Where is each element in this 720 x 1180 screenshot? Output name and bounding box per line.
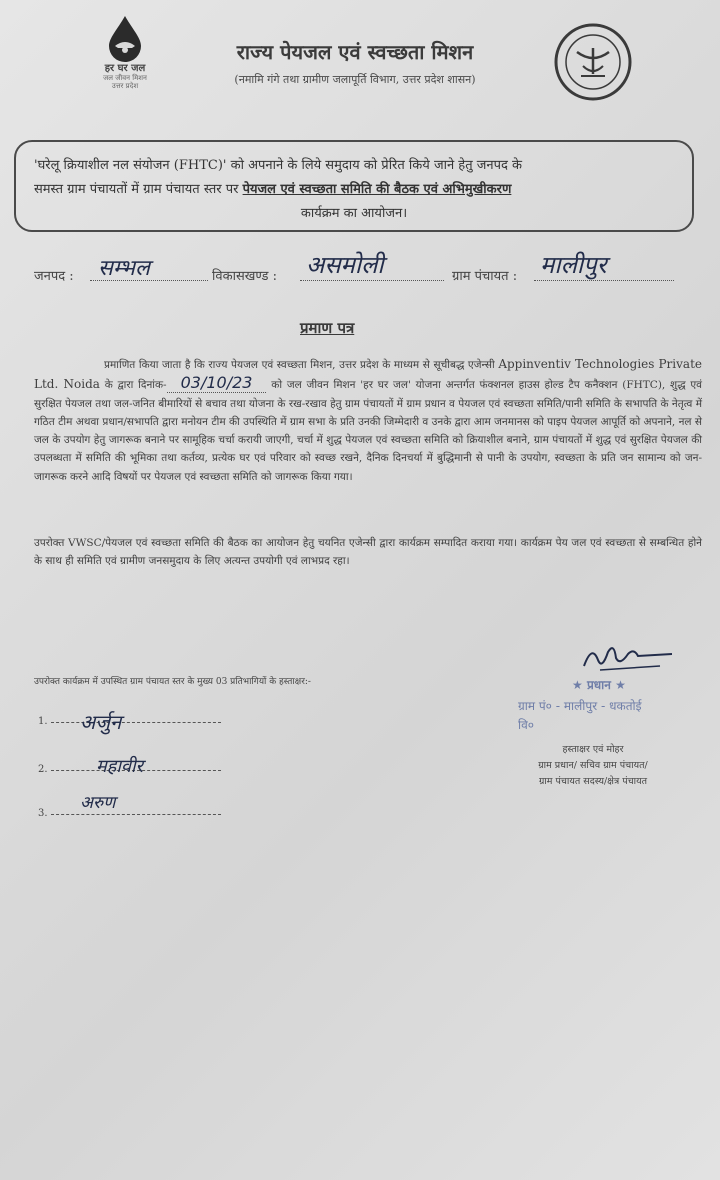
logo-caption-1: हर घर जल bbox=[104, 63, 146, 74]
pradhan-signature bbox=[580, 644, 672, 674]
block-label: विकासखण्ड : bbox=[212, 269, 278, 284]
participant-number: 3. bbox=[38, 808, 48, 819]
stamp-line-3: वि० bbox=[518, 718, 535, 732]
banner-line-2-text: समस्त ग्राम पंचायतों में ग्राम पंचायत स्तर पर bbox=[34, 182, 243, 197]
participants-intro: उपरोक्त कार्यक्रम में उपस्थित ग्राम पंचायत स्तर के मुख्य 03 प्रतिभागियों के हस्ताक्षर:- bbox=[34, 677, 311, 687]
agency-name: Appinventiv Technologies Private Ltd. Noida bbox=[34, 357, 702, 392]
p1-part-b: के द्वारा दिनांक- bbox=[104, 379, 167, 392]
district-value: सम्भल bbox=[98, 256, 150, 281]
certificate-title: प्रमाण पत्र bbox=[300, 319, 355, 337]
stamp-line-2: ग्राम पं० - मालीपुर - धकतोई bbox=[518, 699, 642, 713]
header-subtitle: (नमामि गंगे तथा ग्रामीण जलापूर्ति विभाग, उत्तर प्रदेश शासन) bbox=[234, 73, 476, 86]
panchayat-label: ग्राम पंचायत : bbox=[452, 269, 518, 284]
sign-line-3: ग्राम पंचायत सदस्य/क्षेत्र पंचायत bbox=[538, 776, 648, 787]
programme-date: 03/10/23 bbox=[167, 373, 267, 393]
header-title: राज्य पेयजल एवं स्वच्छता मिशन bbox=[236, 40, 474, 64]
banner-line-3: कार्यक्रम का आयोजन। bbox=[300, 206, 408, 221]
participant-number: 1. bbox=[38, 716, 48, 727]
water-drop-icon bbox=[105, 14, 145, 62]
participant-number: 2. bbox=[38, 764, 48, 775]
har-ghar-jal-logo bbox=[80, 14, 170, 90]
emblem-icon bbox=[553, 22, 633, 102]
signature-block bbox=[478, 742, 708, 790]
participant-signature: अर्जुन bbox=[80, 710, 122, 734]
sign-line-2: ग्राम प्रधान/ सचिव ग्राम पंचायत/ bbox=[538, 760, 648, 771]
programme-banner bbox=[14, 140, 694, 232]
p1-part-a: प्रमाणित किया जाता है कि राज्य पेयजल एवं स्वच्छता मिशन, उत्तर प्रदेश के माध्यम से सूचीबद्ध एजेन्सी bbox=[104, 359, 495, 371]
signature-line bbox=[51, 812, 221, 815]
banner-line-1: 'घरेलू क्रियाशील नल संयोजन (FHTC)' को अपनाने के लिये समुदाय को प्रेरित किये जाने हेतु जनपद के bbox=[34, 158, 523, 173]
district-label: जनपद : bbox=[34, 269, 74, 284]
up-government-emblem bbox=[553, 22, 633, 102]
logo-caption-3: उत्तर प्रदेश bbox=[111, 82, 139, 90]
certificate-paragraph-1 bbox=[34, 355, 702, 486]
participant-row bbox=[38, 716, 221, 727]
banner-line-2 bbox=[34, 178, 674, 202]
pradhan-stamp bbox=[518, 676, 708, 733]
signature-line bbox=[51, 720, 221, 723]
participant-row bbox=[38, 808, 221, 819]
certificate-paragraph-2 bbox=[34, 534, 702, 571]
location-fields bbox=[34, 251, 694, 296]
banner-underlined-text: पेयजल एवं स्वच्छता समिति की बैठक एवं अभिमुखीकरण bbox=[242, 182, 512, 197]
panchayat-value: मालीपुर bbox=[540, 251, 607, 279]
p1-part-c: को जल जीवन मिशन 'हर घर जल' योजना अन्तर्गत फंक्शनल हाउस होल्ड टैप कनैक्शन (FHTC), शुद्ध एवं सुरक्षित पेयजल तथा जल-जनित बीमारियों से बचाव तथा योजना के रख-रखाव हेतु ग्राम पंचायतों में ग्राम प्रधान व पेयजल एवं स्वच्छता समिति/पानी समिति के सभापति के नेतृत्व में गठित टीम अथवा प्रधान/सभापति द्वारा मनोयन टीम की उपस्थिति में ग्राम सभा के प्रति उनकी जिम्मेदारी व उनके द्वारा आम जनमानस को पाइप पेयजल आपूर्ति को अपनाने, नल से जल के उपयोग हेतु जागरूक बनाने पर सामूहिक चर्चा करायी जाएगी, चर्चा में शुद्ध पेयजल एवं स्वच्छता समिति को क्रियाशील बनाने, ग्राम पंचायतों में शुद्ध एवं सुरक्षित पेयजल की उपलब्धता में समिति की भूमिका तथा कर्तव्य, प्रत्येक घर एवं परिवार को स्वच्छ रखने, दैनिक दिनचर्या में बुद्धिमानी से पानी के उपयोग, स्वच्छता के प्रति जन सामान्य को जन-जागरूक करने आदि विषयों पर पेयजल एवं स्वच्छता समिति को जागरूक किया गया। bbox=[34, 379, 703, 483]
stamp-line-1: ★ प्रधान ★ bbox=[572, 678, 626, 692]
sign-line-1: हस्ताक्षर एवं मोहर bbox=[562, 744, 624, 755]
logo-caption-2: जल जीवन मिशन bbox=[103, 74, 147, 82]
p2-text: उपरोक्त VWSC/पेयजल एवं स्वच्छता समिति की बैठक का आयोजन हेतु चयनित एजेन्सी द्वारा कार्यक्रम सम्पादित कराया गया। कार्यक्रम पेय जल एवं स्वच्छता से सम्बन्धित होने के साथ ही समिति एवं ग्रामीण जनसमुदाय के लिए अत्यन्त उपयोगी एवं लाभप्रद रहा। bbox=[34, 537, 702, 568]
block-value: असमोली bbox=[306, 251, 384, 279]
participant-signature: महावीर bbox=[96, 756, 144, 777]
participant-signature: अरुण bbox=[80, 793, 116, 813]
